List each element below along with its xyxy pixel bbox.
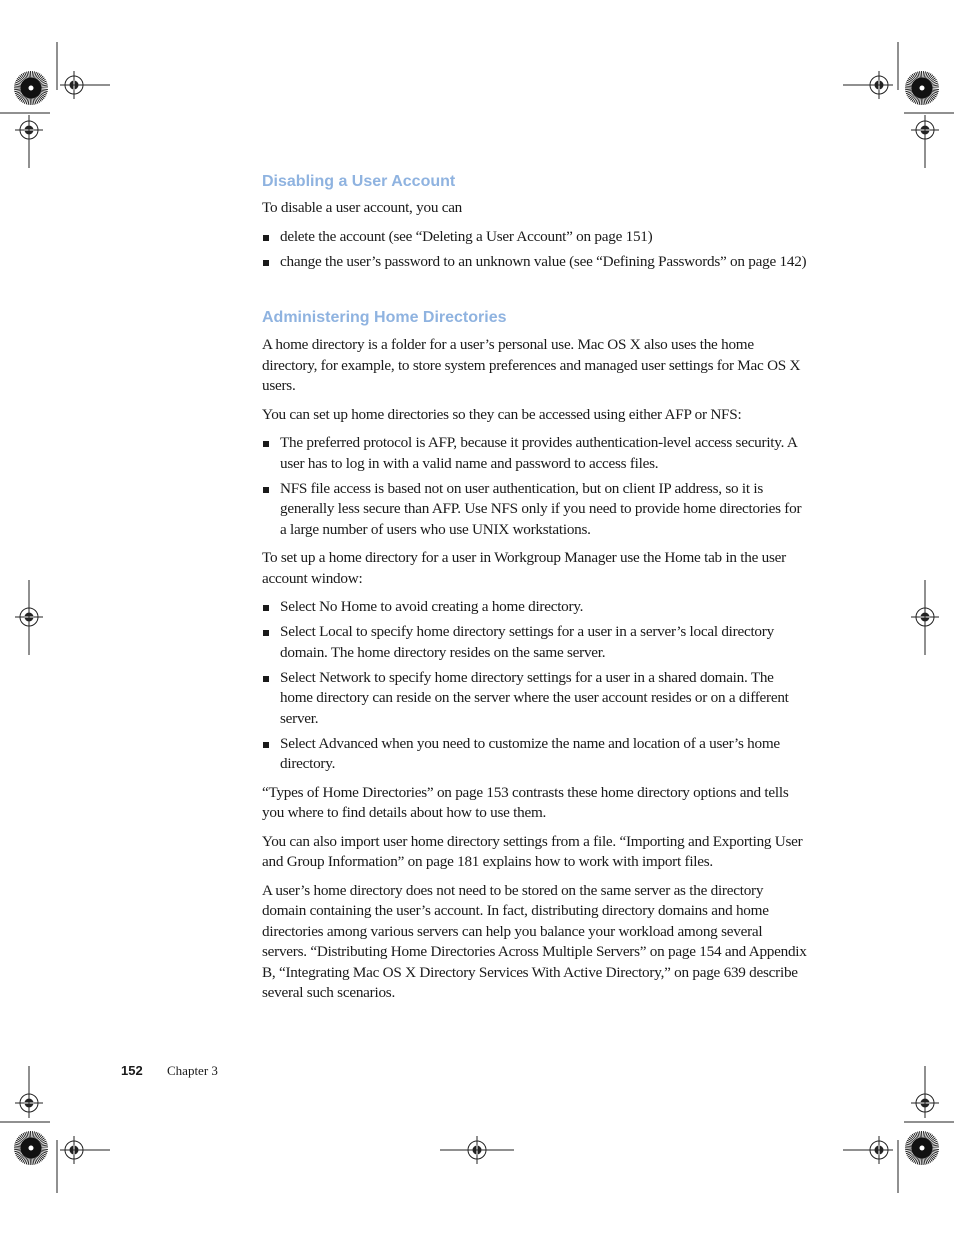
page-content [262, 170, 807, 1012]
bullet-icon [263, 676, 269, 682]
list-item: NFS file access is based not on user authentication, but on client IP address, so it is generally less secure than AFP. Use NFS only if you need to provide home directories for a large number of users who use UNIX workstations. [262, 479, 807, 541]
bullet-list [262, 227, 807, 273]
page-footer [121, 1063, 218, 1079]
registration-star-mark [905, 71, 939, 105]
paragraph: A home directory is a folder for a user’s personal use. Mac OS X also uses the home directory, for example, to store system preferences and managed user settings for Mac OS X users. [262, 336, 801, 394]
paragraph: You can set up home directories so they can be accessed using either AFP or NFS: [262, 405, 742, 423]
section-heading: Disabling a User Account [262, 173, 456, 190]
bullet-icon [263, 487, 269, 493]
registration-star-mark [14, 71, 48, 105]
list-item: The preferred protocol is AFP, because it provides authentication-level access security. A user has to log in with a valid name and password to access files. [262, 433, 807, 474]
bullet-list [262, 433, 807, 540]
list-item: delete the account (see “Deleting a User Account” on page 151) [262, 227, 807, 248]
paragraph: To set up a home directory for a user in Workgroup Manager use the Home tab in the user account window: [262, 549, 786, 587]
bullet-icon [263, 235, 269, 241]
paragraph: To disable a user account, you can [262, 199, 463, 216]
bullet-icon [263, 260, 269, 266]
bullet-icon [263, 441, 269, 447]
bullet-icon [263, 605, 269, 611]
registration-star-mark [905, 1131, 939, 1165]
section-heading: Administering Home Directories [262, 309, 507, 326]
paragraph: A user’s home directory does not need to be stored on the same server as the directory domain containing the user’s account. In fact, distributing directory domains and home directories among various servers can help you balance your workload among several servers. “Distributing Home Directories Across Multiple Servers” on page 154 and Appendix B, “Integrating Mac OS X Directory Services With Active Directory,” on page 639 describe several such scenarios. [262, 881, 807, 1001]
registration-star-mark [14, 1131, 48, 1165]
chapter-label: Chapter 3 [167, 1063, 218, 1078]
bullet-icon [263, 630, 269, 636]
page-number: 152 [121, 1063, 143, 1078]
list-item: Select Local to specify home directory settings for a user in a server’s local directory domain. The home directory resides on the same server. [262, 622, 807, 663]
list-item: change the user’s password to an unknown value (see “Defining Passwords” on page 142) [262, 252, 807, 273]
paragraph: “Types of Home Directories” on page 153 contrasts these home directory options and tells you where to find details about how to use them. [262, 783, 789, 821]
list-item: Select Network to specify home directory settings for a user in a shared domain. The home directory can reside on the server where the user account resides or on a different server. [262, 668, 807, 730]
bullet-icon [263, 742, 269, 748]
paragraph: You can also import user home directory settings from a file. “Importing and Exporting User and Group Information” on page 181 explains how to work with import files. [262, 832, 803, 870]
bullet-list [262, 597, 807, 775]
list-item: Select Advanced when you need to customize the name and location of a user’s home directory. [262, 734, 807, 775]
list-item: Select No Home to avoid creating a home directory. [262, 597, 807, 618]
